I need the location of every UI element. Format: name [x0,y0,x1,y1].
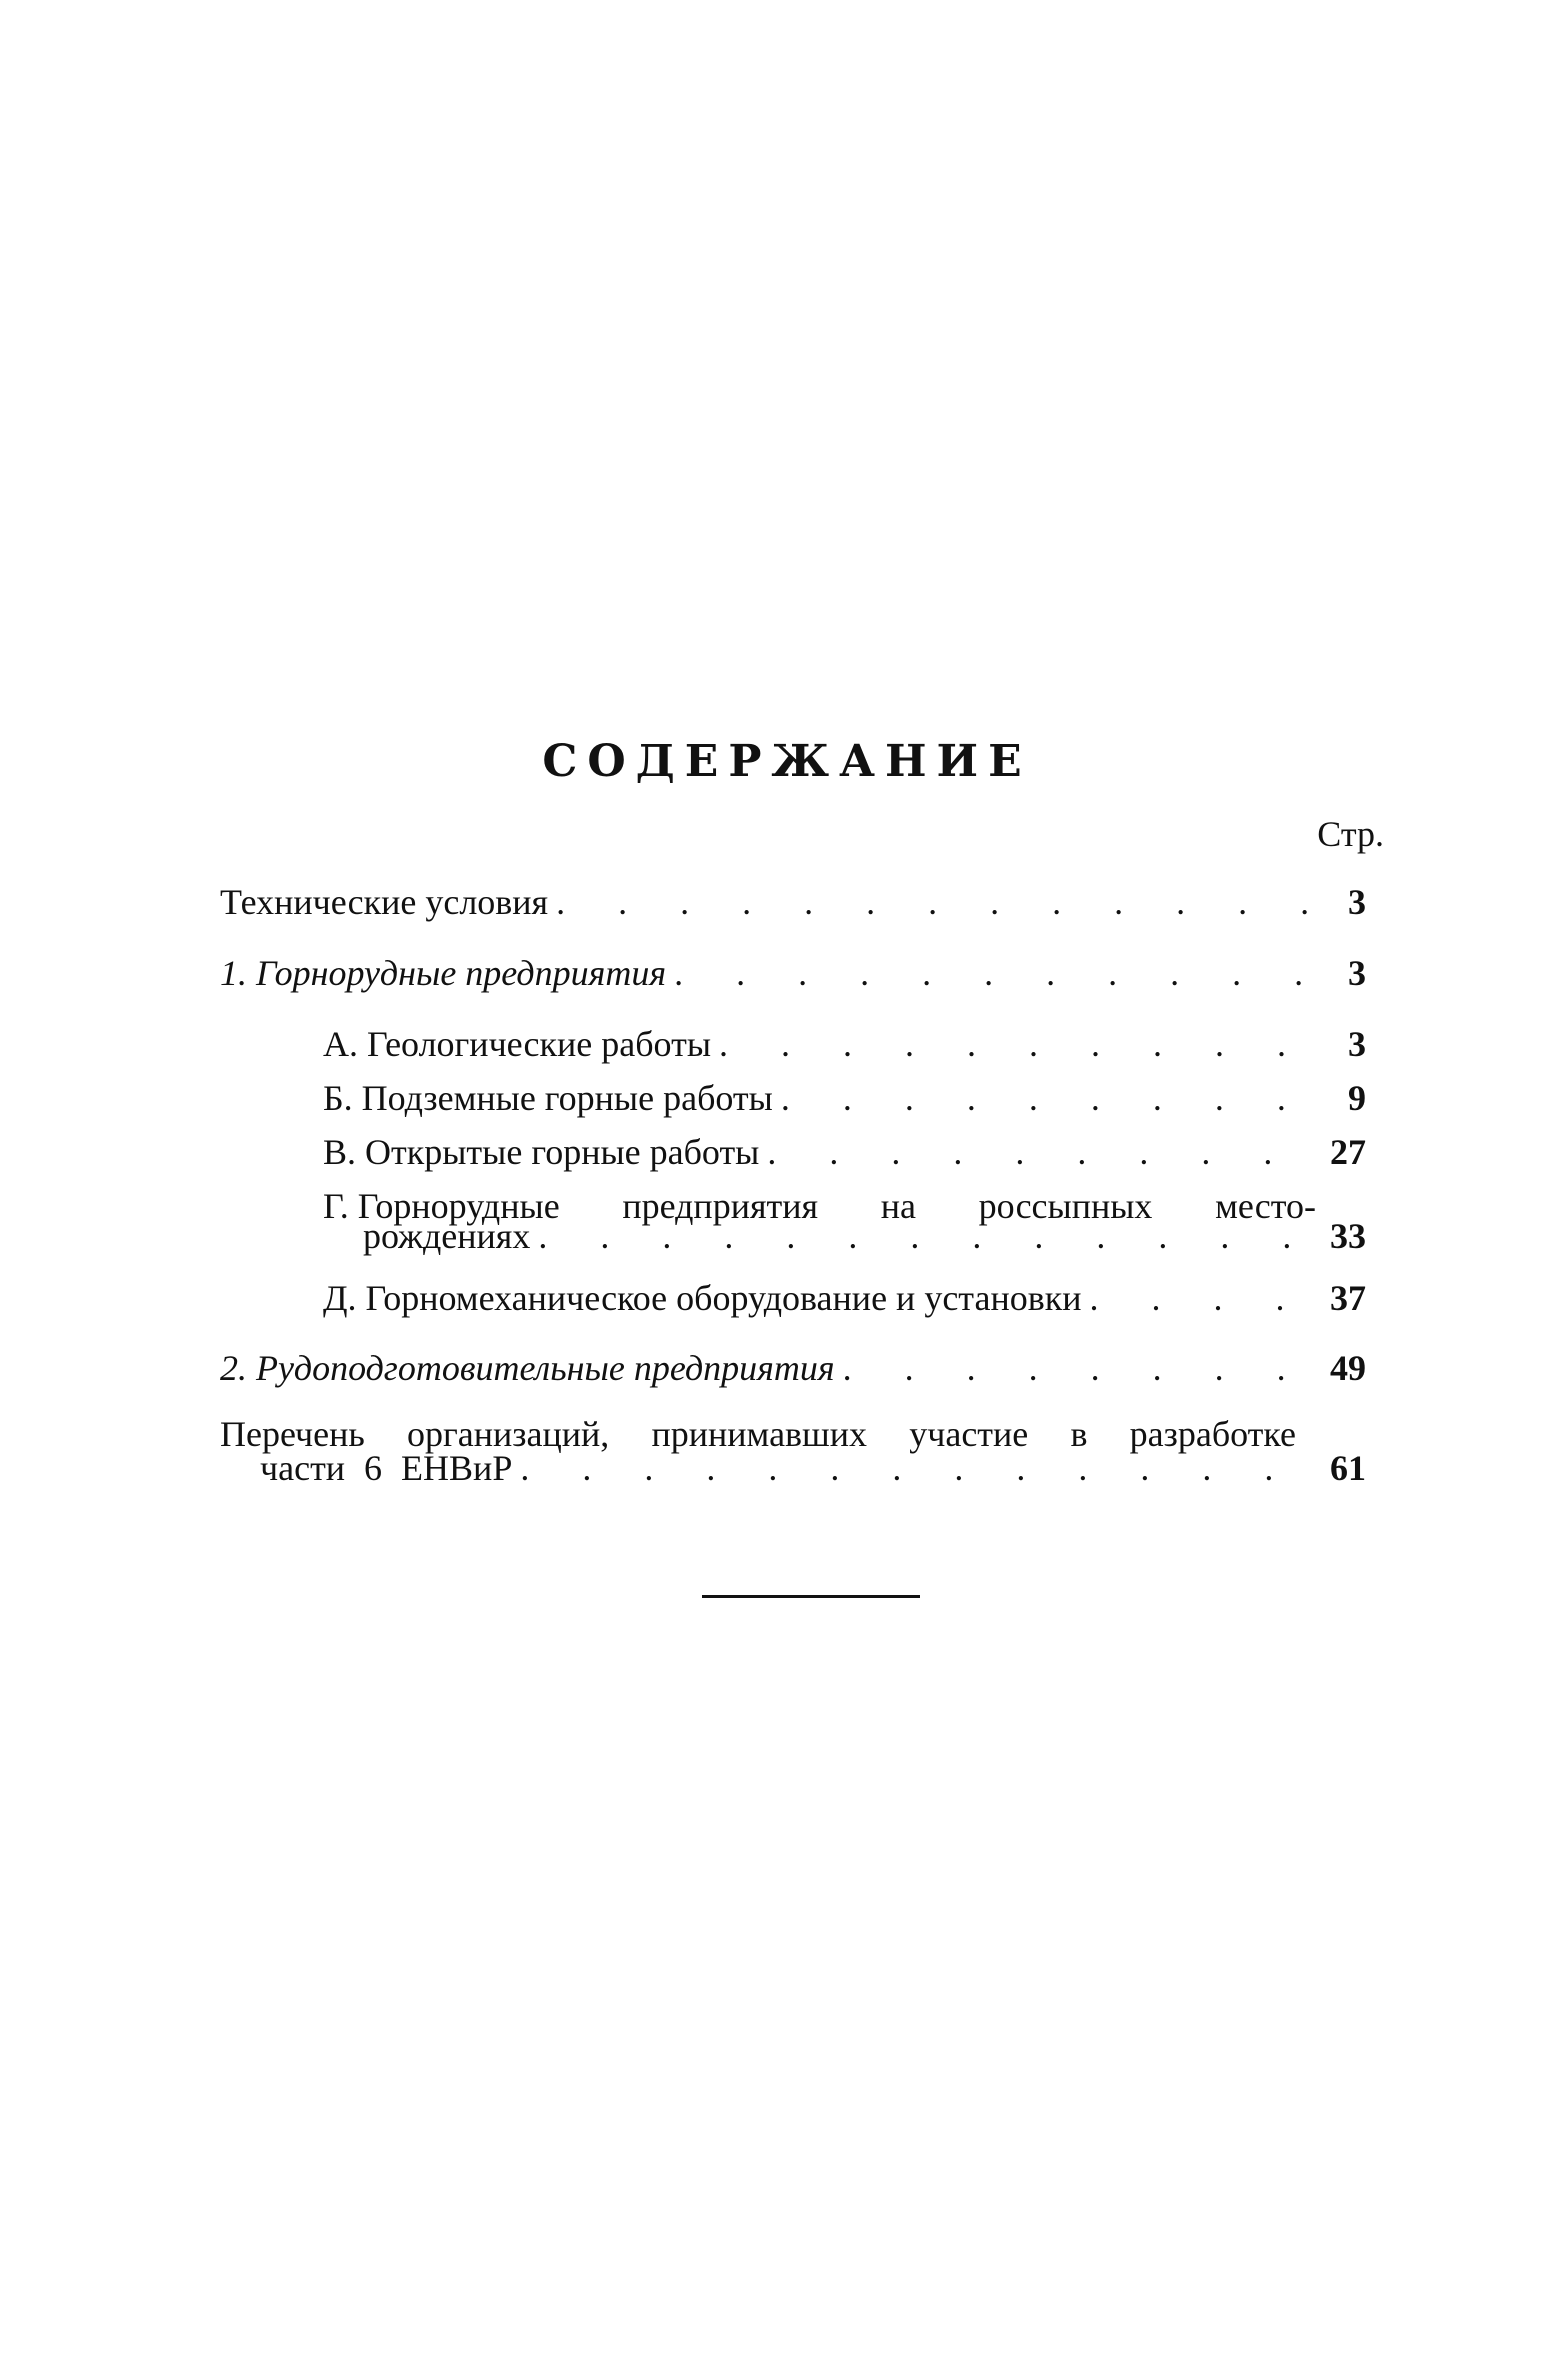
toc-entry-page: 61 [1330,1448,1366,1488]
toc-entry-organizations[interactable] [220,1416,1366,1486]
toc-entry-label-continuation: рождениях [363,1216,531,1256]
toc-entry-page: 27 [1330,1132,1366,1172]
dot-leader [512,1450,1312,1486]
toc-entry-mining[interactable] [220,955,1366,991]
dot-leader [666,955,1312,991]
toc-entry-page: 3 [1348,953,1366,993]
toc-entry-label: Г. Горнорудные предприятия на россыпных место- [323,1186,1316,1226]
toc-entry-geological[interactable] [323,1026,1366,1062]
dot-leader [1081,1280,1312,1316]
dot-leader [548,884,1312,920]
toc-entry-label: Б. Подземные горные работы [323,1078,773,1118]
dot-leader [773,1080,1312,1116]
toc-entry-page: 33 [1330,1216,1366,1256]
dot-leader [759,1134,1312,1170]
toc-entry-label: В. Открытые горные работы [323,1132,760,1172]
toc-entry-placer[interactable] [323,1188,1366,1254]
toc-section-label: 2. Рудоподготовительные предприятия [220,1348,835,1388]
closing-rule [702,1595,920,1598]
dot-leader [835,1350,1312,1386]
toc-entry-page: 9 [1348,1078,1366,1118]
page-title: СОДЕРЖАНИЕ [542,736,1032,787]
toc-entry-open-pit[interactable] [323,1134,1366,1170]
toc-entry-underground[interactable] [323,1080,1366,1116]
dot-leader [711,1026,1312,1062]
toc-entry-ore-preparation[interactable] [220,1350,1366,1386]
page-column-label: Стр. [1317,814,1384,854]
toc-entry-label-continuation: части 6 ЕНВиР [260,1448,513,1488]
toc-section-label: 1. Горнорудные предприятия [220,953,667,993]
toc-entry-technical[interactable] [220,884,1366,920]
toc-entry-page: 3 [1348,882,1366,922]
dot-leader [530,1218,1312,1254]
toc-entry-label: Технические условия [220,882,549,922]
toc-entry-page: 3 [1348,1024,1366,1064]
toc-entry-equipment[interactable] [323,1280,1366,1316]
toc-entry-label: А. Геологические работы [323,1024,712,1064]
toc-entry-label: Перечень организаций, принимавших участие в разработке [220,1414,1296,1454]
toc-entry-label: Д. Горномеханическое оборудование и установки [323,1278,1082,1318]
toc-entry-page: 37 [1330,1278,1366,1318]
toc-entry-page: 49 [1330,1348,1366,1388]
